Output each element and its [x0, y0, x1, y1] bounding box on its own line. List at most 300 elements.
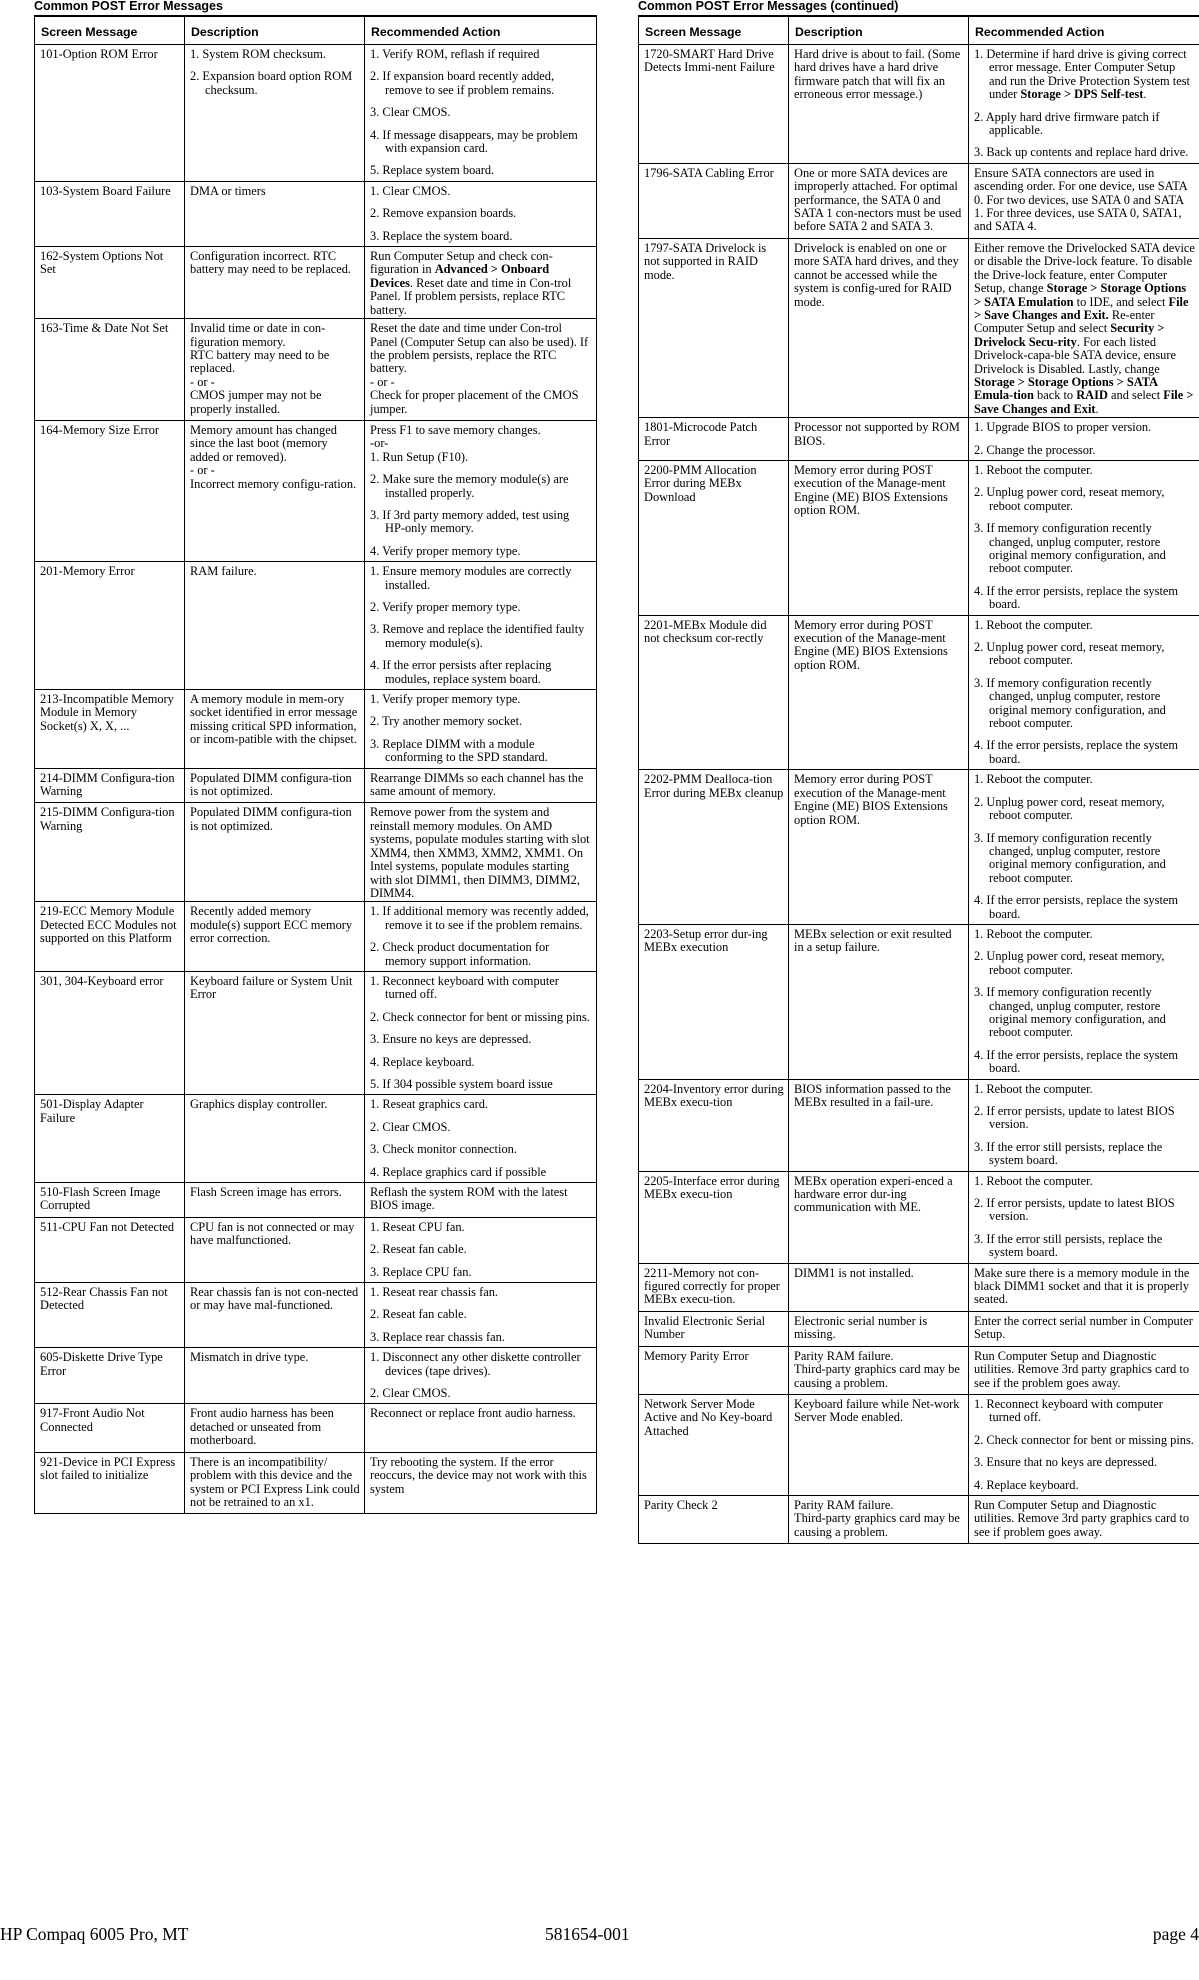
- screen-message-cell: [639, 418, 789, 461]
- cell-line: - or -: [190, 463, 215, 478]
- step-item: 1. Run Setup (F10).: [370, 449, 469, 464]
- table-row: [35, 1404, 597, 1452]
- description-cell: [789, 1263, 969, 1311]
- screen-message-cell: [35, 319, 185, 421]
- step-item: 3. If memory configuration recently changed, unplug computer, restore original memory configuration, and reboot computer.: [974, 985, 1166, 1040]
- cell-line: 2204-Inventory error during MEBx execu-tion: [644, 1081, 784, 1109]
- cell-line: Make sure there is a memory module in the black DIMM1 socket and that it is properly seated.: [974, 1265, 1190, 1307]
- cell-line: 512-Rear Chassis Fan not Detected: [40, 1285, 168, 1313]
- recommended-action-cell: [365, 1095, 597, 1183]
- step-item: 2. Check product documentation for memory support information.: [370, 940, 550, 968]
- step-item: 3. Replace rear chassis fan.: [370, 1329, 505, 1344]
- description-cell: [789, 1171, 969, 1263]
- cell-line: 1797-SATA Drivelock is not supported in RAID mode.: [644, 240, 767, 282]
- cell-line: Flash Screen image has errors.: [190, 1185, 342, 1199]
- recommended-action-cell: [365, 971, 597, 1094]
- screen-message-cell: [35, 45, 185, 182]
- cell-line: Recently added memory module(s) support ECC memory error correction.: [190, 904, 353, 946]
- description-cell: [185, 768, 365, 803]
- step-item: 2. Unplug power cord, reseat memory, reboot computer.: [974, 640, 1165, 668]
- step-item: 2. Try another memory socket.: [370, 714, 523, 729]
- screen-message-cell: [35, 1348, 185, 1404]
- cell-line: Mismatch in drive type.: [190, 1350, 309, 1365]
- description-cell: [185, 803, 365, 902]
- step-item: 2. Reseat fan cable.: [370, 1242, 467, 1257]
- cell-line: Invalid time or date in con-figuration memory.: [190, 321, 326, 349]
- bold-menu-path: RAID: [1076, 388, 1108, 403]
- step-item: 3. Ensure no keys are depressed.: [370, 1032, 532, 1047]
- cell-line: Third-party graphics card may be causing a problem.: [794, 1362, 960, 1390]
- bold-menu-path: Security > Drivelock Secu-rity: [974, 321, 1165, 349]
- screen-message-cell: [639, 1079, 789, 1171]
- screen-message-cell: [639, 770, 789, 925]
- cell-line: Network Server Mode Active and No Key-board Attached: [644, 1396, 773, 1438]
- step-item: 3. If the error still persists, replace the system board.: [974, 1139, 1163, 1168]
- step-item: 2. Change the processor.: [974, 442, 1096, 457]
- cell-line: 1720-SMART Hard Drive Detects Immi-nent Failure: [644, 47, 775, 75]
- cell-line: 2202-PMM Dealloca-tion Error during MEBx cleanup: [644, 772, 784, 800]
- recommended-action-cell: [969, 45, 1199, 164]
- section-title-continued: Common POST Error Messages (continued): [638, 0, 899, 13]
- screen-message-cell: [35, 902, 185, 972]
- step-item: [974, 48, 1195, 102]
- cell-line: Parity RAM failure.: [794, 1348, 894, 1363]
- step-item: 1. Clear CMOS.: [370, 183, 451, 198]
- cell-line: Parity Check 2: [644, 1497, 718, 1512]
- step-item: 2. Clear CMOS.: [370, 1119, 451, 1134]
- recommended-action-cell: [365, 562, 597, 690]
- recommended-action-cell: [365, 247, 597, 319]
- recommended-action-cell: [365, 690, 597, 769]
- cell-line: There is an incompatibility/ problem with this device and the system or PCI Express Link could not be retrained to an x1.: [190, 1454, 360, 1509]
- cell-line: Ensure SATA connectors are used in ascending order. For one device, use SATA 0. For two devices, use SATA 0 and SATA 1. For three devices, use SATA 0, SATA1, and SATA 4.: [974, 165, 1188, 234]
- table-row: [639, 1079, 1199, 1171]
- cell-line: Rear chassis fan is not con-nected or may have mal-functioned.: [190, 1285, 359, 1313]
- recommended-action-cell: [969, 1263, 1199, 1311]
- step-item: 1. Reseat graphics card.: [370, 1097, 489, 1112]
- step-item: 3. Replace the system board.: [370, 228, 513, 243]
- table-body: [639, 45, 1199, 1544]
- description-cell: [789, 460, 969, 615]
- cell-line: Invalid Electronic Serial Number: [644, 1313, 766, 1342]
- screen-message-cell: [639, 163, 789, 238]
- step-list: [190, 48, 360, 97]
- cell-line: Memory amount has changed since the last boot (memory added or removed).: [190, 422, 337, 464]
- table-row: [35, 1348, 597, 1404]
- screen-message-cell: [35, 971, 185, 1094]
- right-column: [638, 0, 1199, 1544]
- step-item: 3. Check monitor connection.: [370, 1142, 517, 1157]
- text-run: 1. Determine if hard drive is giving correct error message. Enter Computer Setup and run the Drive Protection System test under: [974, 47, 1190, 102]
- step-item: 4. If the error persists, replace the system board.: [974, 738, 1179, 766]
- step-list: [974, 48, 1195, 160]
- step-list: [370, 1286, 592, 1344]
- cell-line: 164-Memory Size Error: [40, 422, 160, 437]
- step-list: [370, 1221, 592, 1279]
- step-item: 3. If memory configuration recently changed, unplug computer, restore original memory configuration, and reboot computer.: [974, 521, 1166, 576]
- recommended-action-cell: [969, 1311, 1199, 1346]
- text-run: and select: [1107, 388, 1164, 403]
- table-row: [639, 1394, 1199, 1495]
- cell-line: 2200-PMM Allocation Error during MEBx Download: [644, 462, 757, 504]
- cell-line: A memory module in mem-ory socket identified in error message missing critical SPD information, or incom-patible with the chipset.: [190, 692, 358, 747]
- table-row: [35, 45, 597, 182]
- header-screen-message: Screen Message: [35, 16, 185, 45]
- screen-message-cell: [639, 924, 789, 1079]
- recommended-action-cell: [969, 770, 1199, 925]
- table-row: [639, 770, 1199, 925]
- step-list: [370, 451, 592, 558]
- step-list: [974, 1398, 1195, 1492]
- cell-line: One or more SATA devices are improperly attached. For optimal performance, the SATA 0 and SATA 1 con-nectors must be used before SATA 2 and SATA 3.: [794, 165, 962, 234]
- step-item: 3. Remove and replace the identified faulty memory module(s).: [370, 622, 585, 650]
- step-list: [370, 185, 592, 243]
- table-row: [35, 181, 597, 246]
- step-list: [974, 773, 1195, 921]
- step-item: [974, 111, 1195, 138]
- cell-line: Hard drive is about to fail. (Some hard drives have a hard drive firmware patch that will fix an erroneous error message.): [794, 47, 961, 102]
- cell-line: Configuration incorrect. RTC battery may need to be replaced.: [190, 249, 351, 277]
- text-run: 2. Apply hard drive firmware patch if applicable.: [974, 109, 1160, 138]
- screen-message-cell: [35, 562, 185, 690]
- recommended-action-cell: [969, 1079, 1199, 1171]
- step-item: 2. Check connector for bent or missing pins.: [974, 1432, 1194, 1447]
- step-list: [370, 1098, 592, 1179]
- cell-line: Third-party graphics card may be causing a problem.: [794, 1511, 960, 1539]
- recommended-action-cell: [365, 1183, 597, 1218]
- text-run: back to: [1033, 388, 1077, 403]
- screen-message-cell: [35, 420, 185, 561]
- recommended-action-cell: [365, 1404, 597, 1452]
- step-item: 1. Reboot the computer.: [974, 772, 1093, 787]
- recommended-action-cell: [365, 902, 597, 972]
- step-item: 1. Reboot the computer.: [974, 1173, 1093, 1188]
- table-row: [639, 418, 1199, 461]
- step-list: [370, 1351, 592, 1400]
- description-cell: [185, 1095, 365, 1183]
- cell-line: Keyboard failure while Net-work Server Mode enabled.: [794, 1396, 960, 1425]
- cell-line: 213-Incompatible Memory Module in Memory Socket(s) X, X, ...: [40, 692, 174, 733]
- table-row: [35, 690, 597, 769]
- footer-product: HP Compaq 6005 Pro, MT: [0, 1924, 189, 1944]
- cell-line: 219-ECC Memory Module Detected ECC Modules not supported on this Platform: [40, 904, 177, 946]
- table-row: [35, 902, 597, 972]
- table-row: [639, 1311, 1199, 1346]
- recommended-action-cell: [969, 460, 1199, 615]
- description-cell: [185, 1404, 365, 1452]
- footer-page-number: page 4: [1152, 1924, 1199, 1944]
- cell-line: 101-Option ROM Error: [40, 47, 158, 61]
- description-cell: [185, 247, 365, 319]
- table-row: [35, 1452, 597, 1514]
- cell-line: Incorrect memory configu-ration.: [190, 476, 357, 491]
- step-item: 2. Verify proper memory type.: [370, 600, 521, 614]
- cell-line: RTC battery may need to be replaced.: [190, 347, 330, 376]
- header-screen-message: Screen Message: [639, 16, 789, 45]
- description-cell: [185, 902, 365, 972]
- cell-line: 214-DIMM Configura-tion Warning: [40, 770, 175, 799]
- step-item: 2. If error persists, update to latest BIOS version.: [974, 1196, 1175, 1224]
- step-item: 1. Reboot the computer.: [974, 926, 1093, 941]
- description-cell: [789, 163, 969, 238]
- step-item: 3. If 3rd party memory added, test using HP-only memory.: [370, 507, 570, 536]
- bold-menu-path: File > Save Changes and Exit: [974, 388, 1194, 416]
- recommended-action-cell: [365, 181, 597, 246]
- step-item: 4. If the error persists after replacing modules, replace system board.: [370, 658, 552, 686]
- table-row: [639, 615, 1199, 770]
- cell-line: 2201-MEBx Module did not checksum cor-rectly: [644, 617, 767, 646]
- recommended-action-cell: [969, 924, 1199, 1079]
- step-item: 2. Check connector for bent or missing pins.: [370, 1009, 590, 1024]
- step-item: 5. If 304 possible system board issue: [370, 1076, 553, 1091]
- recommended-action-cell: [365, 1283, 597, 1348]
- recommended-action-cell: [969, 1171, 1199, 1263]
- section-title: Common POST Error Messages: [34, 0, 223, 13]
- recommended-action-cell: [969, 238, 1199, 417]
- cell-line: 917-Front Audio Not Connected: [40, 1406, 145, 1434]
- cell-line: 162-System Options Not Set: [40, 249, 164, 277]
- step-item: 4. If message disappears, may be problem with expansion card.: [370, 127, 578, 156]
- description-cell: [789, 238, 969, 417]
- step-list: [370, 975, 592, 1091]
- step-list: [370, 565, 592, 686]
- step-item: 3. If memory configuration recently changed, unplug computer, restore original memory configuration, and reboot computer.: [974, 830, 1166, 885]
- screen-message-cell: [35, 181, 185, 246]
- step-item: 1. Verify ROM, reflash if required: [370, 47, 540, 61]
- table-row: [35, 971, 597, 1094]
- cell-line: BIOS information passed to the MEBx resulted in a fail-ure.: [794, 1081, 951, 1109]
- bold-menu-path: Storage > Storage Options > SATA Emula-tion: [974, 374, 1158, 403]
- cell-line: MEBx selection or exit resulted in a setup failure.: [794, 926, 952, 955]
- table-row: [35, 562, 597, 690]
- post-error-table-continued: [638, 15, 1199, 1544]
- cell-line: Try rebooting the system. If the error reoccurs, the device may not work with this system: [370, 1454, 587, 1496]
- recommended-action-cell: [969, 418, 1199, 461]
- description-cell: [185, 181, 365, 246]
- step-list: [974, 421, 1195, 457]
- screen-message-cell: [639, 1394, 789, 1495]
- table-row: [639, 924, 1199, 1079]
- table-row: [35, 1183, 597, 1218]
- cell-line: DIMM1 is not installed.: [794, 1265, 914, 1280]
- cell-line: Electronic serial number is missing.: [794, 1313, 928, 1342]
- step-item: 2. Unplug power cord, reseat memory, reboot computer.: [974, 949, 1165, 977]
- cell-line: 1801-Microcode Patch Error: [644, 420, 758, 448]
- step-list: [370, 48, 592, 178]
- description-cell: [185, 690, 365, 769]
- step-item: 4. Replace graphics card if possible: [370, 1164, 547, 1179]
- screen-message-cell: [35, 1095, 185, 1183]
- step-item: 1. Upgrade BIOS to proper version.: [974, 420, 1152, 435]
- screen-message-cell: [639, 1263, 789, 1311]
- table-row: [639, 163, 1199, 238]
- cell-line: Remove power from the system and reinstall memory modules. On AMD systems, populate modules starting with slot XMM4, then XMM3, XMM2, XMM1. On Intel systems, populate modules starting with slot DIMM1, then DIMM3, DIMM2, DIMM4.: [370, 805, 590, 900]
- text-run: Run Computer Setup and check con-figuration in: [370, 249, 553, 277]
- step-item: 2. If expansion board recently added, remove to see if problem remains.: [370, 69, 555, 97]
- step-list: [974, 928, 1195, 1076]
- cell-line: Run Computer Setup and Diagnostic utilities. Remove 3rd party graphics card to see if the problem goes away.: [974, 1348, 1190, 1390]
- cell-line: Drivelock is enabled on one or more SATA hard drives, and they cannot be accessed while the system is config-ured for RAID mode.: [794, 240, 959, 309]
- recommended-action-cell: [365, 768, 597, 803]
- text-run: . Reset date and time in Con-trol Panel. If problem persists, replace RTC battery.: [370, 275, 572, 317]
- screen-message-cell: [639, 460, 789, 615]
- footer-part-number: 581654-001: [545, 1924, 630, 1944]
- step-item: 1. Reseat CPU fan.: [370, 1219, 465, 1234]
- cell-line: Memory error during POST execution of the Manage-ment Engine (ME) BIOS Extensions option ROM.: [794, 617, 948, 672]
- bold-menu-path: Storage > Storage Options > SATA Emulation: [974, 281, 1187, 309]
- cell-line: Memory error during POST execution of the Manage-ment Engine (ME) BIOS Extensions option ROM.: [794, 462, 948, 518]
- recommended-action-cell: [365, 1348, 597, 1404]
- description-cell: [789, 1079, 969, 1171]
- cell-line: Reflash the system ROM with the latest BIOS image.: [370, 1185, 568, 1213]
- table-row: [639, 45, 1199, 164]
- recommended-action-cell: [365, 45, 597, 182]
- text-run: . For each listed Drivelock-capa-ble SATA device, ensure Drivelock is Disabled. Lastly, change: [974, 334, 1176, 376]
- step-list: [370, 905, 592, 968]
- table-row: [35, 247, 597, 319]
- description-cell: [185, 420, 365, 561]
- screen-message-cell: [639, 238, 789, 417]
- step-item: 3. If memory configuration recently changed, unplug computer, restore original memory configuration, and reboot computer.: [974, 675, 1166, 731]
- cell-line: DMA or timers: [190, 183, 266, 198]
- table-header-row: [639, 16, 1199, 45]
- table-row: [639, 1171, 1199, 1263]
- step-item: 1. Reconnect keyboard with computer turned off.: [370, 973, 559, 1002]
- cell-line: 2205-Interface error during MEBx execu-tion: [644, 1173, 780, 1202]
- screen-message-cell: [639, 1311, 789, 1346]
- bold-menu-path: File > Save Changes and Exit.: [974, 294, 1189, 322]
- text-run: Either remove the Drivelocked SATA device or disable the Drive-lock feature. To disable the Drive-lock feature, enter Computer Setup, change: [974, 240, 1195, 296]
- step-item: 2. Expansion board option ROM checksum.: [190, 69, 353, 97]
- recommended-action-cell: [365, 803, 597, 902]
- table-row: [35, 803, 597, 902]
- step-list: [974, 1083, 1195, 1168]
- cell-line: CMOS jumper may not be properly installed.: [190, 388, 322, 416]
- step-item: 2. Make sure the memory module(s) are installed properly.: [370, 472, 569, 500]
- step-item: 1. If additional memory was recently added, remove it to see if the problem remains.: [370, 904, 589, 932]
- cell-line: Graphics display controller.: [190, 1097, 328, 1112]
- description-cell: [789, 615, 969, 770]
- cell-line: 2203-Setup error dur-ing MEBx execution: [644, 926, 768, 955]
- cell-line: - or -: [190, 374, 215, 389]
- text-run: .: [1095, 401, 1099, 416]
- step-item: 1. Verify proper memory type.: [370, 692, 521, 707]
- step-item: 1. Reconnect keyboard with computer turned off.: [974, 1396, 1163, 1425]
- cell-line: 1796-SATA Cabling Error: [644, 165, 774, 180]
- cell-paragraph: [974, 242, 1195, 416]
- cell-line: Reset the date and time under Con-trol Panel (Computer Setup can also be used). If the problem persists, replace the RTC battery.: [370, 321, 589, 376]
- screen-message-cell: [35, 803, 185, 902]
- description-cell: [185, 971, 365, 1094]
- table-row: [639, 238, 1199, 417]
- step-item: 4. If the error persists, replace the system board.: [974, 893, 1179, 921]
- text-run: 3. Back up contents and replace hard drive.: [974, 145, 1189, 160]
- cell-line: - or -: [370, 374, 395, 389]
- cell-line: Rearrange DIMMs so each channel has the same amount of memory.: [370, 770, 584, 799]
- screen-message-cell: [35, 690, 185, 769]
- recommended-action-cell: [365, 1217, 597, 1282]
- description-cell: [789, 1495, 969, 1543]
- table-row: [35, 420, 597, 561]
- step-item: 1. Reboot the computer.: [974, 1081, 1093, 1096]
- step-item: 4. Replace keyboard.: [370, 1054, 475, 1069]
- bold-menu-path: Advanced > Onboard Devices: [370, 262, 550, 290]
- screen-message-cell: [35, 247, 185, 319]
- step-item: 1. Ensure memory modules are correctly installed.: [370, 564, 572, 592]
- step-item: 3. Ensure that no keys are depressed.: [974, 1455, 1158, 1470]
- step-item: 2. Remove expansion boards.: [370, 206, 517, 221]
- left-column: [34, 0, 596, 1514]
- description-cell: [185, 562, 365, 690]
- screen-message-cell: [35, 1283, 185, 1348]
- step-item: 2. If error persists, update to latest BIOS version.: [974, 1104, 1175, 1132]
- screen-message-cell: [35, 1404, 185, 1452]
- description-cell: [789, 1394, 969, 1495]
- header-recommended-action: Recommended Action: [969, 16, 1199, 45]
- screen-message-cell: [639, 45, 789, 164]
- step-item: 1. Reboot the computer.: [974, 617, 1093, 632]
- cell-line: 103-System Board Failure: [40, 183, 171, 198]
- screen-message-cell: [639, 615, 789, 770]
- cell-line: 301, 304-Keyboard error: [40, 973, 164, 988]
- cell-line: MEBx operation experi-enced a hardware error dur-ing communication with ME.: [794, 1173, 953, 1215]
- description-cell: [185, 319, 365, 421]
- description-cell: [789, 1346, 969, 1394]
- description-cell: [185, 1452, 365, 1514]
- step-item: 4. If the error persists, replace the system board.: [974, 1047, 1179, 1076]
- cell-line: Processor not supported by ROM BIOS.: [794, 420, 960, 448]
- recommended-action-cell: [365, 420, 597, 561]
- cell-paragraph: [370, 250, 592, 317]
- header-description: Description: [789, 16, 969, 45]
- description-cell: [185, 1283, 365, 1348]
- step-item: 2. Clear CMOS.: [370, 1386, 451, 1401]
- text-run: .: [1143, 87, 1147, 102]
- recommended-action-cell: [969, 1346, 1199, 1394]
- text-run: to IDE, and select: [1073, 294, 1169, 309]
- step-item: 5. Replace system board.: [370, 163, 495, 178]
- recommended-action-cell: [365, 1452, 597, 1514]
- recommended-action-cell: [969, 163, 1199, 238]
- cell-line: Run Computer Setup and Diagnostic utilities. Remove 3rd party graphics card to see if problem goes away.: [974, 1497, 1190, 1539]
- cell-line: Front audio harness has been detached or unseated from motherboard.: [190, 1406, 334, 1448]
- cell-line: Enter the correct serial number in Computer Setup.: [974, 1313, 1193, 1342]
- description-cell: [789, 924, 969, 1079]
- cell-line: Memory error during POST execution of the Manage-ment Engine (ME) BIOS Extensions option ROM.: [794, 772, 948, 827]
- step-item: 2. Unplug power cord, reseat memory, reboot computer.: [974, 485, 1165, 513]
- step-item: 3. If the error still persists, replace the system board.: [974, 1231, 1163, 1260]
- screen-message-cell: [35, 1217, 185, 1282]
- description-cell: [789, 1311, 969, 1346]
- cell-line: 215-DIMM Configura-tion Warning: [40, 805, 175, 833]
- cell-line: 511-CPU Fan not Detected: [40, 1219, 175, 1234]
- cell-line: Populated DIMM configura-tion is not optimized.: [190, 770, 352, 799]
- header-recommended-action: Recommended Action: [365, 16, 597, 45]
- bold-menu-path: Storage > DPS Self-test: [1020, 87, 1144, 102]
- step-item: 1. Reseat rear chassis fan.: [370, 1285, 498, 1300]
- cell-line: 2211-Memory not con-figured correctly for proper MEBx execu-tion.: [644, 1265, 780, 1307]
- step-item: [974, 146, 1195, 159]
- post-error-table: [34, 15, 597, 1514]
- step-item: 2. Unplug power cord, reseat memory, reboot computer.: [974, 794, 1165, 823]
- screen-message-cell: [639, 1495, 789, 1543]
- table-row: [35, 1283, 597, 1348]
- step-item: 4. If the error persists, replace the system board.: [974, 583, 1179, 612]
- description-cell: [185, 45, 365, 182]
- recommended-action-cell: [365, 319, 597, 421]
- text-run: Re-enter Computer Setup and select: [974, 307, 1155, 336]
- screen-message-cell: [35, 1183, 185, 1218]
